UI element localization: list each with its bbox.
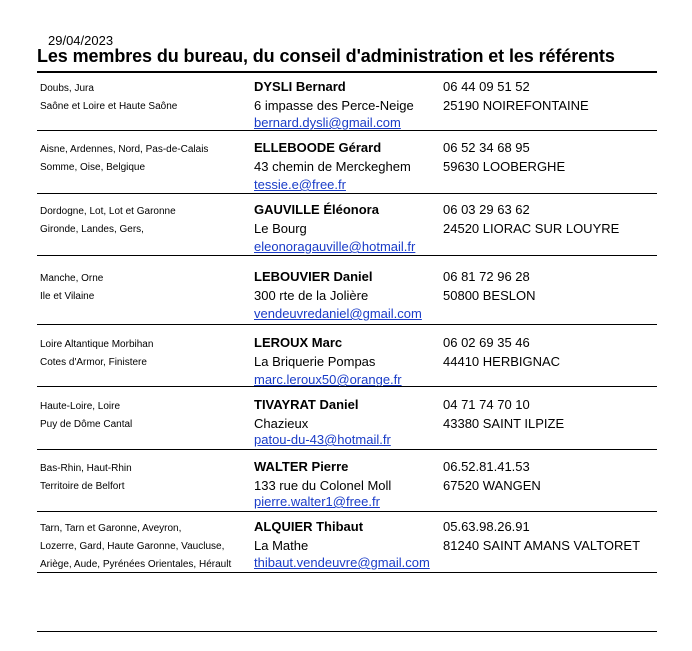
region-line: Lozerre, Gard, Haute Garonne, Vaucluse, <box>40 541 225 552</box>
row-divider <box>37 386 657 387</box>
region-line: Territoire de Belfort <box>40 481 125 492</box>
member-email-link[interactable]: marc.leroux50@orange.fr <box>254 372 402 387</box>
member-city: 43380 SAINT ILPIZE <box>443 416 565 431</box>
region-line: Tarn, Tarn et Garonne, Aveyron, <box>40 523 182 534</box>
member-phone: 04 71 74 70 10 <box>443 397 530 412</box>
member-city: 50800 BESLON <box>443 288 536 303</box>
member-name: LEROUX Marc <box>254 335 343 350</box>
region-line: Ile et Vilaine <box>40 291 95 302</box>
region-line: Cotes d'Armor, Finistere <box>40 357 147 368</box>
member-name: TIVAYRAT Daniel <box>254 397 359 412</box>
region-line: Somme, Oise, Belgique <box>40 162 146 173</box>
region-line: Dordogne, Lot, Lot et Garonne <box>40 206 176 217</box>
member-phone: 06 44 09 51 52 <box>443 79 530 94</box>
member-city: 24520 LIORAC SUR LOUYRE <box>443 221 620 236</box>
member-address: 43 chemin de Merckeghem <box>254 159 411 174</box>
row-divider <box>37 324 657 325</box>
member-address: 6 impasse des Perce-Neige <box>254 98 414 113</box>
bottom-divider <box>37 631 657 632</box>
member-email-link[interactable]: tessie.e@free.fr <box>254 177 346 192</box>
member-city: 25190 NOIREFONTAINE <box>443 98 589 113</box>
document-title: Les membres du bureau, du conseil d'administration et les référents <box>37 46 615 66</box>
member-regions <box>40 80 177 116</box>
member-regions <box>40 520 231 574</box>
member-phone: 06 52 34 68 95 <box>443 140 530 155</box>
member-address: 133 rue du Colonel Moll <box>254 478 392 493</box>
region-line: Doubs, Jura <box>40 83 94 94</box>
member-phone: 06.52.81.41.53 <box>443 459 530 474</box>
region-line: Bas-Rhin, Haut-Rhin <box>40 463 132 474</box>
member-email-link[interactable]: pierre.walter1@free.fr <box>254 494 380 509</box>
member-name: ELLEBOODE Gérard <box>254 140 382 155</box>
document-date: 29/04/2023 <box>48 33 114 48</box>
member-city: 81240 SAINT AMANS VALTORET <box>443 538 641 553</box>
row-divider <box>37 255 657 256</box>
member-city: 67520 WANGEN <box>443 478 541 493</box>
member-address: Le Bourg <box>254 221 307 236</box>
member-address: 300 rte de la Jolière <box>254 288 369 303</box>
region-line: Aisne, Ardennes, Nord, Pas-de-Calais <box>40 144 209 155</box>
member-name: ALQUIER Thibaut <box>254 519 364 534</box>
member-city: 44410 HERBIGNAC <box>443 354 561 369</box>
member-regions <box>40 460 132 496</box>
member-email-link[interactable]: vendeuvredaniel@gmail.com <box>254 306 422 321</box>
region-line: Manche, Orne <box>40 273 104 284</box>
member-regions <box>40 398 132 434</box>
member-regions <box>40 336 153 372</box>
member-city: 59630 LOOBERGHE <box>443 159 566 174</box>
member-email-link[interactable]: eleonoragauville@hotmail.fr <box>254 239 416 254</box>
member-name: WALTER Pierre <box>254 459 349 474</box>
member-phone: 05.63.98.26.91 <box>443 519 530 534</box>
region-line: Ariège, Aude, Pyrénées Orientales, Hérault <box>40 559 232 570</box>
region-line: Gironde, Landes, Gers, <box>40 224 144 235</box>
member-regions <box>40 203 176 239</box>
member-email-link[interactable]: bernard.dysli@gmail.com <box>254 115 401 130</box>
region-line: Haute-Loire, Loire <box>40 401 121 412</box>
region-line: Puy de Dôme Cantal <box>40 419 133 430</box>
member-name: LEBOUVIER Daniel <box>254 269 373 284</box>
region-line: Loire Altantique Morbihan <box>40 339 154 350</box>
row-divider <box>37 193 657 194</box>
member-address: La Mathe <box>254 538 309 553</box>
member-name: GAUVILLE Éléonora <box>254 202 379 217</box>
member-regions <box>40 270 103 306</box>
member-address: Chazieux <box>254 416 309 431</box>
member-phone: 06 02 69 35 46 <box>443 335 530 350</box>
member-email-link[interactable]: thibaut.vendeuvre@gmail.com <box>254 555 430 570</box>
row-divider <box>37 130 657 131</box>
row-divider <box>37 449 657 450</box>
member-address: La Briquerie Pompas <box>254 354 376 369</box>
row-divider <box>37 572 657 573</box>
member-phone: 06 81 72 96 28 <box>443 269 530 284</box>
row-divider <box>37 511 657 512</box>
title-underline <box>37 71 657 73</box>
member-regions <box>40 141 208 177</box>
member-name: DYSLI Bernard <box>254 79 346 94</box>
member-email-link[interactable]: patou-du-43@hotmail.fr <box>254 432 391 447</box>
member-phone: 06 03 29 63 62 <box>443 202 530 217</box>
region-line: Saône et Loire et Haute Saône <box>40 101 178 112</box>
